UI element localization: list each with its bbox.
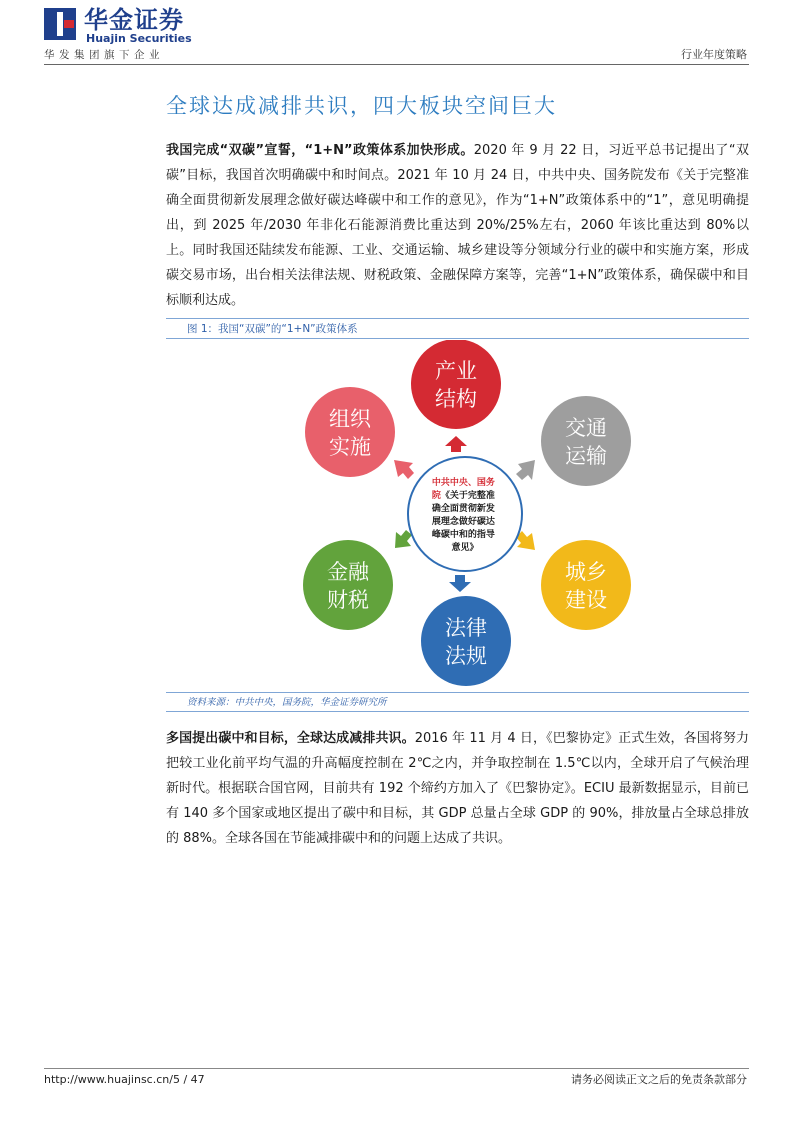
paragraph-lead: 我国完成“双碳”宣誓，“1+N”政策体系加快形成。 (166, 143, 474, 158)
node-circle (411, 340, 501, 429)
node-circle (541, 396, 631, 486)
center-line-red: 院 (431, 491, 441, 501)
center-line: 峰碳中和的指导 (431, 530, 495, 540)
center-node (408, 457, 522, 571)
node-organization (305, 387, 395, 477)
company-logo (44, 8, 76, 40)
node-circle (541, 540, 631, 630)
center-line: 展理念做好碳达 (431, 517, 495, 527)
figure-caption-divider (166, 338, 749, 339)
node-label: 交通 (565, 416, 607, 440)
node-industry-structure (411, 340, 501, 429)
figure-caption: 图 1：我国“双碳”的“1+N”政策体系 (187, 323, 358, 335)
node-label: 实施 (329, 435, 371, 459)
arrow-downleft-icon (395, 530, 412, 548)
node-label: 组织 (329, 407, 371, 431)
node-circle (305, 387, 395, 477)
node-circle (421, 596, 511, 686)
paragraph-dual-carbon (166, 138, 749, 313)
center-line (432, 489, 495, 501)
paragraph-global-consensus (166, 726, 749, 851)
node-law (421, 596, 511, 686)
policy-system-diagram (290, 340, 640, 690)
arrow-up-icon (445, 436, 467, 452)
node-transport (541, 396, 631, 486)
arrow-down-icon (449, 575, 471, 592)
arrow-upright-icon (516, 460, 535, 480)
node-label: 金融 (327, 560, 369, 584)
figure-source-divider (166, 711, 749, 712)
center-line: 确全面贯彻新发 (431, 504, 495, 514)
node-label: 法规 (445, 644, 487, 668)
footer-url-page[interactable]: http://www.huajinsc.cn/5 / 47 (44, 1073, 205, 1086)
node-urban-rural (541, 540, 631, 630)
node-label: 产业 (435, 359, 477, 383)
logo-chinese-name: 华金证券 (84, 6, 184, 34)
node-label: 财税 (327, 588, 369, 612)
paragraph-body: 2020 年 9 月 22 日，习近平总书记提出了“双碳”目标，我国首次明确碳中和时间点。2021 年 10 月 24 日，中共中央、国务院发布《关于完整准确全面贯彻新发展理念做好碳达峰碳中和工作的意见》，作为“1+N”政策体系中的“1”，意见明确提出，到 2025 年/2030 年非化石能源消费比重达到 20%/25%左右，2060 年该比重达到 80%以上。同时我国还陆续发布能源、工业、交通运输、城乡建设等分领域分行业的碳中和实施方案，形成碳交易市场，出台相关法律法规、财税政策、金融保障方案等，完善“1+N”政策体系，确保碳中和目标顺利达成。 (166, 143, 749, 308)
section-title: 全球达成减排共识，四大板块空间巨大 (166, 94, 557, 118)
node-label: 建设 (565, 588, 607, 612)
figure-top-divider (166, 318, 749, 319)
node-finance-tax (303, 540, 393, 630)
footer-disclaimer: 请务必阅读正文之后的免责条款部分 (571, 1073, 747, 1086)
logo-english-name: Huajin Securities (86, 32, 192, 45)
node-label: 运输 (565, 444, 607, 468)
figure-source: 资料来源：中共中央，国务院，华金证券研究所 (187, 697, 387, 708)
node-label: 法律 (445, 616, 487, 640)
figure-bottom-divider (166, 692, 749, 693)
footer-divider (44, 1068, 749, 1069)
center-line: 意见》 (451, 543, 479, 553)
node-label: 城乡 (565, 560, 607, 584)
center-line: 中共中央、国务 (431, 478, 495, 488)
logo-subtitle: 华发集团旗下企业 (44, 49, 164, 61)
paragraph-lead: 多国提出碳中和目标，全球达成减排共识。 (166, 731, 415, 746)
node-circle (303, 540, 393, 630)
header-divider (44, 64, 749, 65)
center-line-dark: 《关于完整准 (440, 491, 495, 501)
arrow-upleft-icon (394, 460, 414, 479)
paragraph-body: 2016 年 11 月 4 日，《巴黎协定》正式生效，各国将努力把较工业化前平均气温的升高幅度控制在 2℃之内，并争取控制在 1.5℃以内，全球开启了气候治理新时代。根据联合国官网，目前共有 192 个缔约方加入了《巴黎协定》。ECIU 最新数据显示，目前已有 140 多个国家或地区提出了碳中和目标，其 GDP 总量占全球 GDP 的 90%，排放量占全球总排放的 88%。全球各国在节能减排碳中和的问题上达成了共识。 (166, 731, 749, 846)
center-circle (408, 457, 522, 571)
report-category: 行业年度策略 (681, 48, 747, 61)
node-label: 结构 (435, 387, 477, 411)
